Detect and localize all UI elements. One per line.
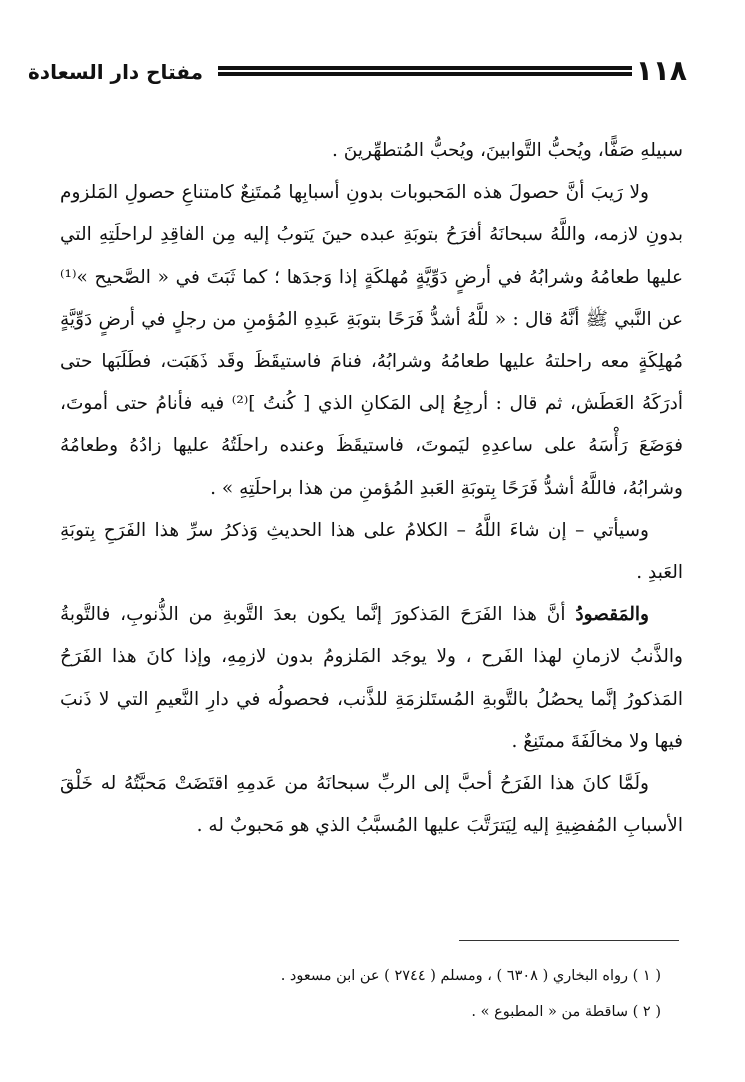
footnote-divider — [459, 940, 679, 941]
book-title: مفتاح دار السعادة — [28, 60, 204, 84]
page-header — [28, 54, 687, 98]
page-number: ١١٨ — [635, 54, 687, 87]
footnotes — [60, 958, 661, 1030]
paragraph-lead: والمَقصودُ — [575, 604, 649, 626]
paragraph: ولا رَيبَ أنَّ حصولَ هذه المَحبوبات بدونِ أسبابِها مُمتَنِعٌ كامتناعِ حصولِ المَلزوم بدونِ لازمه، واللَّهُ سبحانَهُ أفرَحُ بتوبَةِ عبده حينَ يَتوبُ إليه مِن الفاقِدِ لراحلَتِهِ التي عليها طعامُهُ وشرابُهُ في أرضٍ دَوِّيَّةٍ مُهلكَةٍ إذا وَجدَها ؛ كما ثَبَتَ في « الصَّحيح »⁽¹⁾ عن النَّبي ﷺ أنَّهُ قال : « للَّهُ أشدُّ فَرَحًا بتوبَةِ عَبدِهِ المُؤمنِ من رجلٍ في أرضٍ دَوِّيَّةٍ مُهلِكَةٍ معه راحلتهُ عليها طعامُهُ وشرابُهُ، فنامَ فاستيقَظَ وقَد ذَهَبَت، فطَلَبَها حتى أدرَكَهُ العَطَش، ثم قال : أرجِعُ إلى المَكانِ الذي [ كُنتُ ]⁽²⁾ فيه فأنامُ حتى أموتَ، فوَضَعَ رَأْسَهُ على ساعدِهِ ليَموتَ، فاستيقَظَ وعنده راحلَتُهُ عليها زادُهُ وطعامُهُ وشرابُهُ، فاللَّهُ أشدُّ فَرَحًا بِتوبَةِ العَبدِ المُؤمنِ من هذا براحلَتِهِ » . — [60, 182, 684, 499]
paragraph — [60, 594, 683, 763]
main-text — [60, 130, 683, 847]
paragraph: ولَمَّا كانَ هذا الفَرَحُ أحبَّ إلى الربِّ سبحانَهُ من عَدمِهِ اقتَضَتْ مَحبَّتُهُ له خَلْقَ الأسبابِ المُفضِيةِ إليه لِيَترَتَّبَ عليها المُسبَّبُ الذي هو مَحبوبٌ له . — [60, 773, 683, 837]
header-rule — [218, 66, 632, 82]
paragraph: وسيأتي – إن شاءَ اللَّهُ – الكلامُ على هذا الحديثِ وَذكرُ سرِّ هذا الفَرَحِ بِتوبَةِ العَبدِ . — [60, 519, 683, 584]
footnote: ( ١ ) رواه البخاري ( ٦٣٠٨ ) ، ومسلم ( ٢٧٤٤ ) عن ابن مسعود . — [280, 968, 661, 984]
paragraph: سبيلهِ صَفًّا، ويُحبُّ التَّوابينَ، ويُحبُّ المُتطهِّرينَ . — [332, 140, 683, 161]
footnote: ( ٢ ) ساقطة من « المطبوع » . — [471, 1004, 661, 1020]
paragraph-body: أنَّ هذا الفَرَحَ المَذكورَ إنَّما يكون بعدَ التَّوبةِ من الذُّنوبِ، فالتَّوبةُ والذَّنبُ لازمانِ لهذا الفَرح ، ولا يوجَد المَلزومُ بدون لازمِهِ، وإذا كانَ هذا الفَرَحُ المَذكورُ إنَّما يحصُلُ بالتَّوبةِ المُستَلزمَةِ للذَّنب، فحصولُه في دارِ النَّعيمِ التي لا ذَنبَ فيها ولا مخالَفَةَ ممتَنِعٌ . — [60, 604, 683, 752]
